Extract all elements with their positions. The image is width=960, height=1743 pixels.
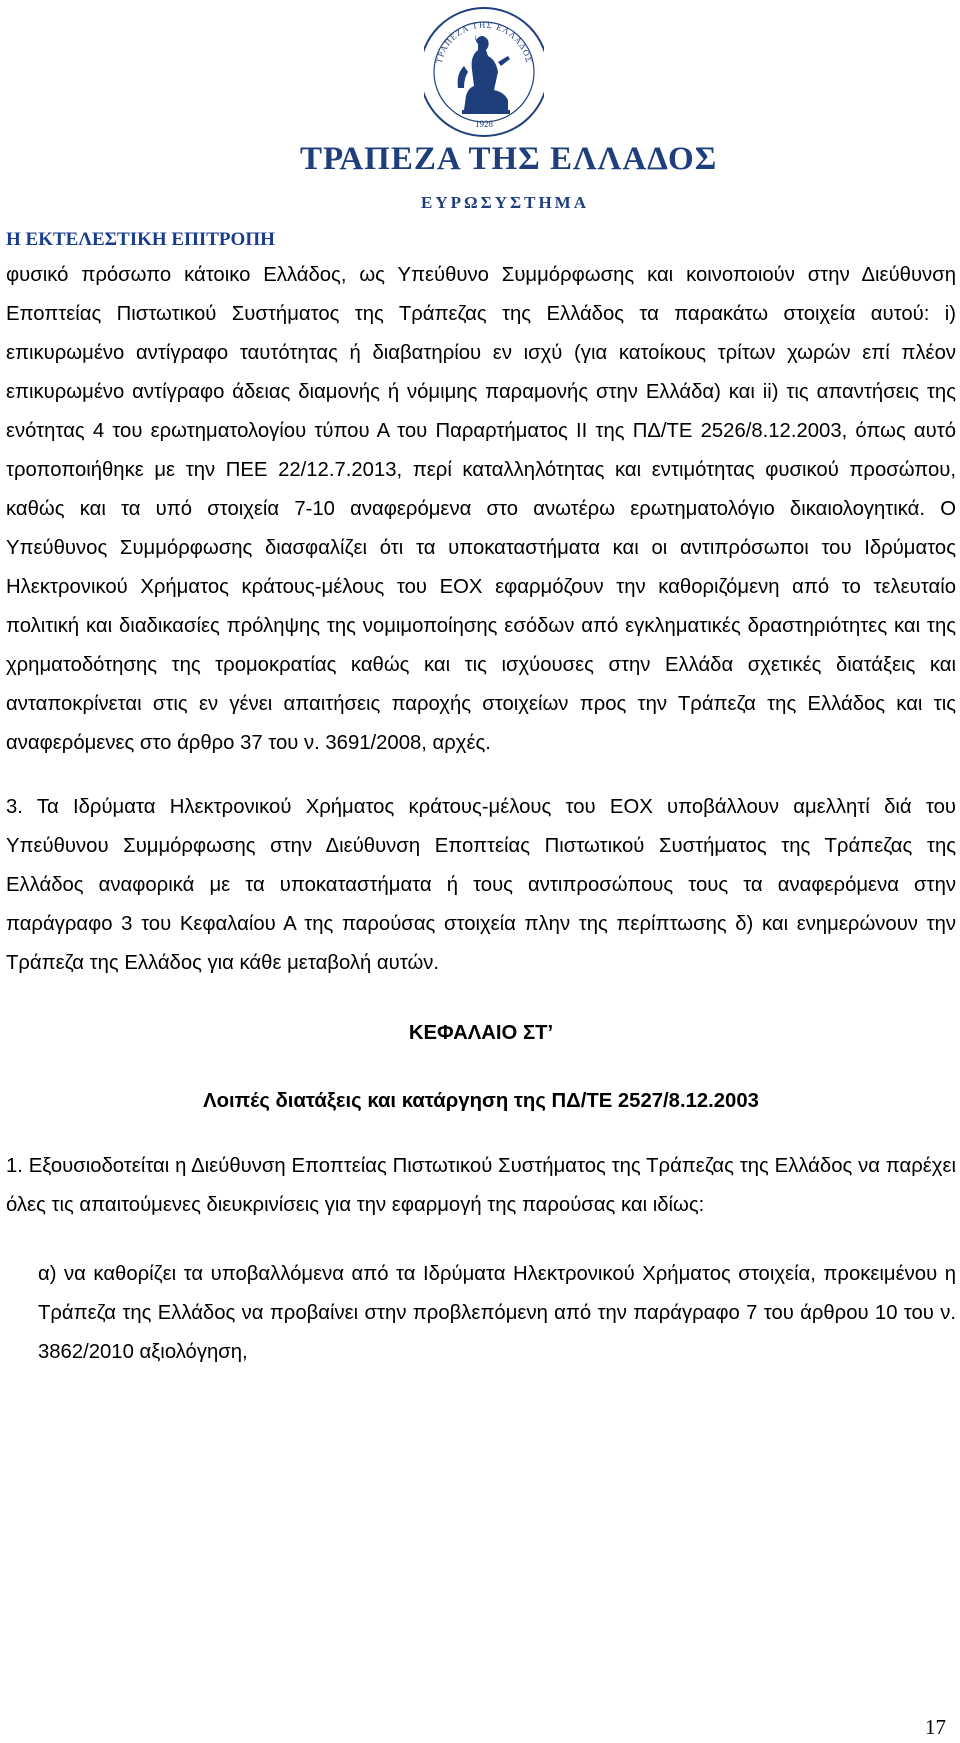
document-body	[6, 256, 956, 1372]
paragraph-compliance-officer: φυσικό πρόσωπο κάτοικο Ελλάδος, ως Υπεύθυνο Συμμόρφωσης και κοινοποιούν στην Διεύθυνση Εποπτείας Πιστωτικού Συστήματος της Τράπεζας της Ελλάδος τα παρακάτω στοιχεία αυτού: i) επικυρωμένο αντίγραφο ταυτότητας ή διαβατηρίου εν ισχύ (για κατοίκους τρίτων χωρών επί πλέον επικυρωμένο αντίγραφο άδειας διαμονής ή νόμιμης παραμονής στην Ελλάδα) και ii) τις απαντήσεις της ενότητας 4 του ερωτηματολογίου τύπου Α του Παραρτήματος ΙΙ της ΠΔ/ΤΕ 2526/8.12.2003, όπως αυτό τροποποιήθηκε με την ΠΕΕ 22/12.7.2013, περί καταλληλότητας και εντιμότητας φυσικού προσώπου, καθώς και τα υπό στοιχεία 7-10 αναφερόμενα στο ανωτέρω ερωτηματολόγιο δικαιολογητικά. Ο Υπεύθυνος Συμμόρφωσης διασφαλίζει ότι τα υποκαταστήματα και οι αντιπρόσωποι του Ιδρύματος Ηλεκτρονικού Χρήματος κράτους-μέλους του ΕΟΧ εφαρμόζουν την καθοριζόμενη από το τελευταίο πολιτική και διαδικασίες πρόληψης της νομιμοποίησης εσόδων από εγκληματικές δραστηριότητες και της χρηματοδότησης της τρομοκρατίας καθώς και τις ισχύουσες στην Ελλάδα σχετικές διατάξεις και ανταποκρίνεται στις εν γένει απαιτήσεις παροχής στοιχείων προς την Τράπεζα της Ελλάδος και τις αναφερόμενες στο άρθρο 37 του ν. 3691/2008, αρχές.	[6, 264, 956, 754]
list-item-a: α) να καθορίζει τα υποβαλλόμενα από τα Ιδρύματα Ηλεκτρονικού Χρήματος στοιχεία, προκειμένου η Τράπεζα της Ελλάδος να προβαίνει στην προβλεπόμενη από την παράγραφο 7 του άρθρου 10 του ν. 3862/2010 αξιολόγηση,	[38, 1263, 956, 1363]
eurosystem-label: ΕΥΡΩΣΥΣΤΗΜΑ	[420, 193, 589, 212]
paragraph-1: 1. Εξουσιοδοτείται η Διεύθυνση Εποπτείας Πιστωτικού Συστήματος της Τράπεζας της Ελλάδος να παρέχει όλες τις απαιτούμενες διευκρινίσεις για την εφαρμογή της παρούσας και ιδίως:	[6, 1155, 956, 1216]
bank-of-greece-emblem-icon	[424, 2, 544, 142]
chapter-title: Λοιπές διατάξεις και κατάργηση της ΠΔ/ΤΕ 2527/8.12.2003	[203, 1090, 759, 1112]
chapter-heading: ΚΕΦΑΛΑΙΟ ΣΤ’	[408, 1022, 554, 1044]
seal-text: ΤΡΑΠΕΖΑ ΤΗΣ ΕΛΛΑΔΟΣ	[433, 19, 535, 65]
committee-heading: Η ΕΚΤΕΛΕΣΤΙΚΗ ΕΠΙΤΡΟΠΗ	[6, 229, 275, 250]
paragraph-3: 3. Τα Ιδρύματα Ηλεκτρονικού Χρήματος κράτους-μέλους του ΕΟΧ υποβάλλουν αμελλητί διά του Υπεύθυνου Συμμόρφωσης στην Διεύθυνση Εποπτείας Πιστωτικού Συστήματος της Τράπεζας της Ελλάδος αναφορικά με τα υποκαταστήματα ή τους αντιπροσώπους τους τα αναφερόμενα στην παράγραφο 3 του Κεφαλαίου Α της παρούσας στοιχεία πλην της περίπτωσης δ) και ενημερώνουν την Τράπεζα της Ελλάδος για κάθε μεταβολή αυτών.	[6, 796, 956, 974]
bank-name: ΤΡΑΠΕΖΑ ΤΗΣ ΕΛΛΑΔΟΣ	[300, 141, 718, 177]
page-number: 17	[925, 1715, 946, 1739]
seal-year: 1928	[475, 119, 493, 129]
bank-of-greece-logo	[300, 0, 720, 218]
